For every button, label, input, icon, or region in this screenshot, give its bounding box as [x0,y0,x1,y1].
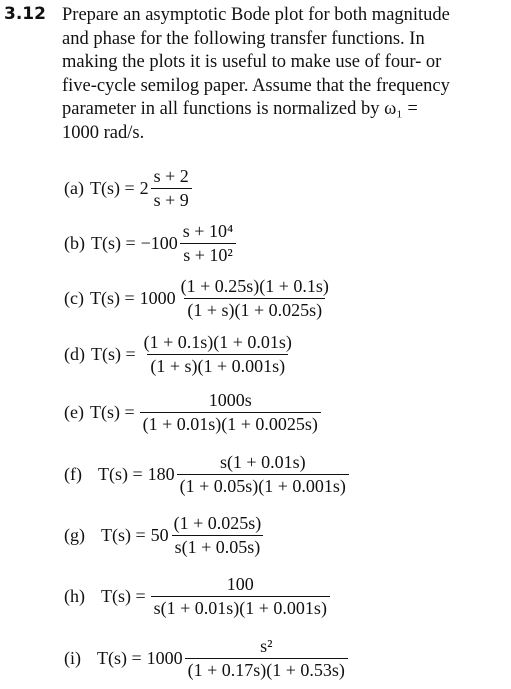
equation-coefficient: 180 [147,463,175,484]
equation-i [64,630,348,686]
equation-label: (a) [64,177,84,198]
denominator: s + 9 [151,188,192,211]
equation-b [64,215,236,271]
numerator: (1 + 0.25s)(1 + 0.1s) [180,275,329,296]
fraction [180,221,236,266]
denominator: (1 + 0.05s)(1 + 0.001s) [177,474,349,497]
equation-label: (g) [64,524,85,545]
equation-c [64,270,332,326]
problem-line: parameter in all functions is normalized by ω₁ = [62,99,418,119]
equation-lhs: T(s) = [97,463,143,484]
fraction [177,452,349,497]
denominator: s(1 + 0.05s) [172,535,264,558]
equation-lhs: T(s) = [89,287,135,308]
denominator: s + 10² [180,243,236,266]
equation-g [64,507,264,563]
equation-label: (i) [64,647,81,668]
numerator: (1 + 0.025s) [173,512,262,533]
equation-coefficient: −100 [140,232,178,253]
denominator: (1 + s)(1 + 0.001s) [147,354,288,377]
numerator: s² [260,635,273,656]
equation-coefficient: 1000 [139,287,176,308]
denominator: (1 + s)(1 + 0.025s) [184,298,325,321]
numerator: s + 10⁴ [182,220,234,241]
problem-line: five-cycle semilog paper. Assume that the frequency [62,75,450,96]
fraction [151,166,192,211]
fraction [141,332,295,377]
problem-statement [62,4,506,145]
equation-coefficient: 2 [139,177,149,198]
equation-lhs: T(s) = [89,401,135,422]
equation-lhs: T(s) = [91,343,136,364]
equation-label: (e) [64,401,84,422]
equation-coefficient: 1000 [146,647,183,668]
numerator: 1000s [208,389,252,410]
fraction [171,513,265,558]
equation-label: (d) [64,343,85,364]
problem-line: and phase for the following transfer functions. In [62,28,425,49]
equation-a [64,160,192,216]
equation-lhs: T(s) = [91,232,136,253]
problem-line: Prepare an asymptotic Bode plot for both magnitude [62,5,450,25]
problem-line: 1000 rad/s. [62,122,145,143]
numerator: s(1 + 0.01s) [219,451,306,472]
denominator: (1 + 0.17s)(1 + 0.53s) [185,658,348,681]
equation-label: (f) [64,463,82,484]
equation-h [64,568,330,624]
numerator: 100 [226,573,254,594]
equation-label: (b) [64,232,85,253]
equation-lhs: T(s) = [101,524,146,545]
equation-lhs: T(s) = [89,177,135,198]
fraction [178,276,332,321]
equation-f [64,446,349,502]
problem-line: making the plots it is useful to make use of four- or [62,52,442,72]
equation-label: (c) [64,287,84,308]
fraction [185,636,348,681]
problem-number: 3.12 [4,4,46,24]
equation-coefficient: 50 [150,524,169,545]
denominator: (1 + 0.01s)(1 + 0.0025s) [140,412,321,435]
numerator: (1 + 0.1s)(1 + 0.01s) [143,331,292,352]
equation-label: (h) [64,585,85,606]
fraction [140,390,321,435]
equation-lhs: T(s) = [101,585,146,606]
fraction [151,574,330,619]
equation-lhs: T(s) = [97,647,142,668]
numerator: s + 2 [153,165,189,186]
equation-e [64,384,321,440]
equation-d [64,326,295,382]
denominator: s(1 + 0.01s)(1 + 0.001s) [151,596,330,619]
